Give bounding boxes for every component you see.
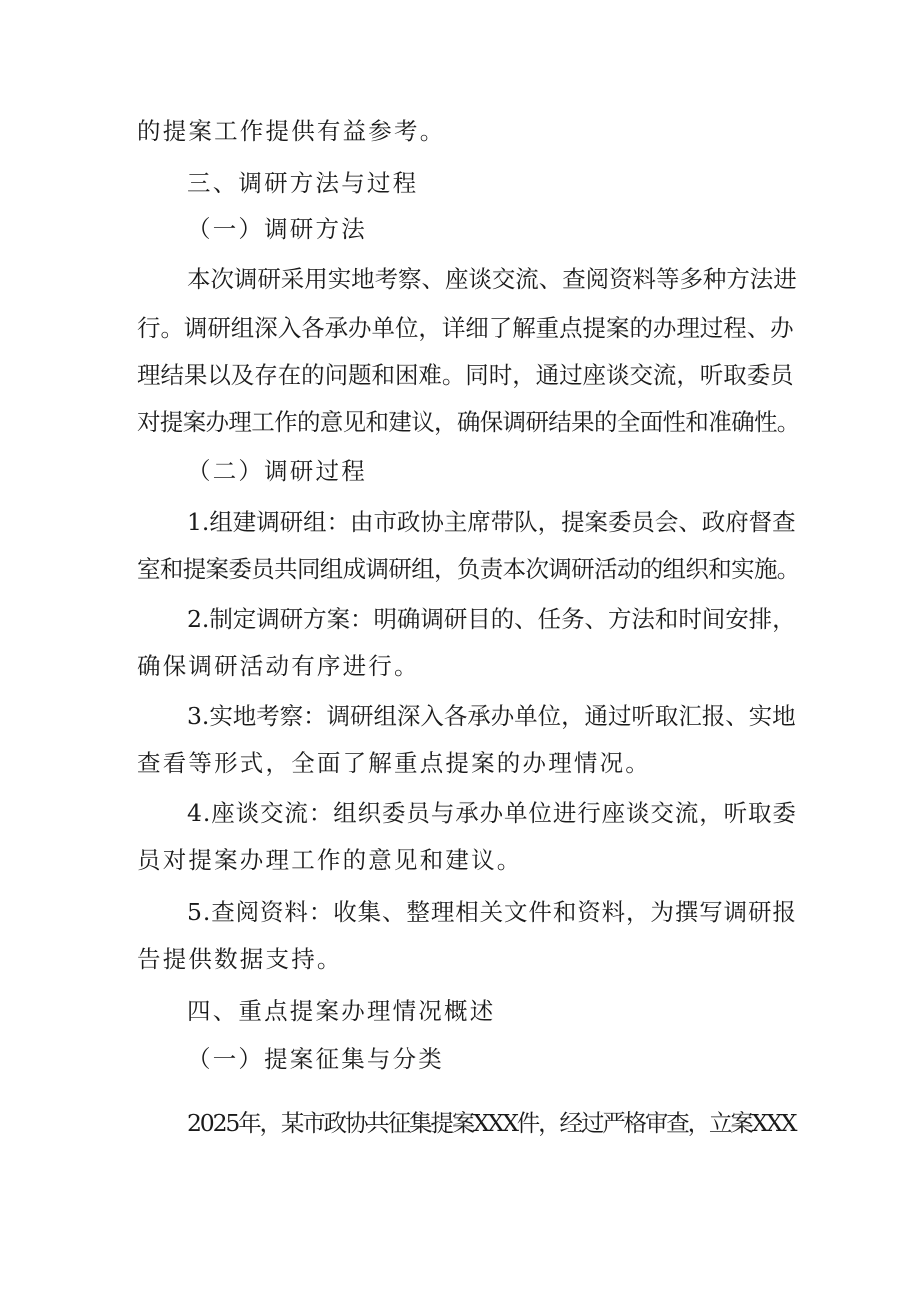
list-item-line: 4.座谈交流：组织委员与承办单位进行座谈交流，听取委 [187, 799, 797, 827]
paragraph-line: 对提案办理工作的意见和建议，确保调研结果的全面性和准确性。 [137, 408, 800, 436]
list-item-line: 告提供数据支持。 [137, 945, 343, 973]
list-item-line: 3.实地考察：调研组深入各承办单位，通过听取汇报、实地 [187, 702, 796, 730]
paragraph-line: 理结果以及存在的问题和困难。同时，通过座谈交流，听取委员 [137, 361, 794, 389]
section-heading: 四、重点提案办理情况概述 [187, 997, 496, 1025]
subsection-heading: （一）调研方法 [187, 215, 367, 243]
list-item-line: 查看等形式，全面了解重点提案的办理情况。 [137, 749, 651, 777]
list-item-line: 2.制定调研方案：明确调研目的、任务、方法和时间安排， [187, 605, 796, 633]
paragraph-line: 2025年，某市政协共征集提案XXX件，经过严格审查，立案XXX [187, 1109, 796, 1137]
paragraph-line: 的提案工作提供有益参考。 [137, 117, 446, 145]
paragraph-line: 本次调研采用实地考察、座谈交流、查阅资料等多种方法进 [187, 265, 797, 293]
subsection-heading: （一）提案征集与分类 [187, 1045, 444, 1073]
paragraph-line: 行。调研组深入各承办单位，详细了解重点提案的办理过程、办 [137, 314, 794, 342]
list-item-line: 确保调研活动有序进行。 [137, 652, 420, 680]
list-item-line: 室和提案委员共同组成调研组，负责本次调研活动的组织和实施。 [137, 555, 800, 583]
list-item-line: 5.查阅资料：收集、整理相关文件和资料，为撰写调研报 [187, 898, 797, 926]
list-item-line: 1.组建调研组：由市政协主席带队，提案委员会、政府督查 [187, 508, 796, 536]
subsection-heading: （二）调研过程 [187, 457, 367, 485]
section-heading: 三、调研方法与过程 [187, 169, 419, 197]
list-item-line: 员对提案办理工作的意见和建议。 [137, 846, 523, 874]
